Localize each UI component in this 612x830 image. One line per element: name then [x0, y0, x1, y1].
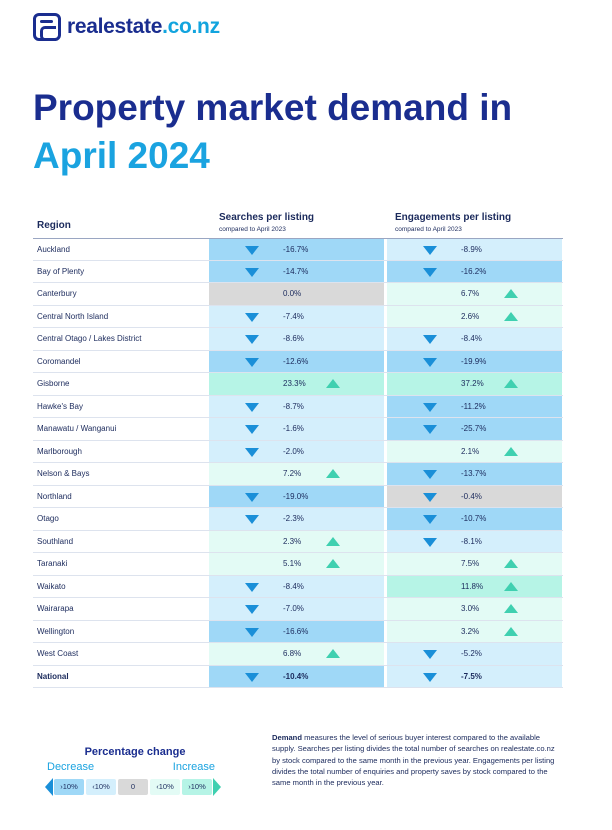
down-arrow-icon [245, 605, 259, 614]
engagements-value: -13.7% [461, 469, 487, 478]
down-arrow-icon [423, 425, 437, 434]
table-header [33, 208, 563, 238]
up-arrow-icon [504, 379, 518, 388]
table-row [33, 643, 563, 666]
table-row [33, 418, 563, 441]
searches-value: -2.0% [283, 446, 304, 456]
engagements-value: 3.0% [461, 604, 480, 613]
engagements-value: -19.9% [461, 356, 487, 366]
brand-wordmark [67, 15, 220, 39]
down-arrow-icon [245, 358, 259, 367]
down-arrow-icon [423, 268, 437, 277]
region-name: West Coast [37, 649, 79, 658]
engagements-value: -11.2% [461, 401, 486, 411]
engagements-value: -25.7% [461, 424, 487, 433]
table-body [33, 238, 563, 688]
searches-value: 6.8% [283, 649, 302, 658]
engagements-cell [387, 643, 562, 665]
up-arrow-icon [504, 559, 518, 568]
searches-cell [209, 508, 384, 530]
legend-left-arrow-icon [45, 778, 53, 796]
engagements-value: -5.2% [461, 649, 482, 658]
up-arrow-icon [504, 447, 518, 456]
region-name: Waikato [37, 581, 66, 591]
region-name: Bay of Plenty [37, 266, 85, 276]
region-name: Nelson & Bays [37, 469, 90, 478]
searches-value: 5.1% [283, 559, 302, 568]
searches-value: 7.2% [283, 469, 302, 478]
searches-cell [209, 351, 384, 373]
down-arrow-icon [423, 246, 437, 255]
legend-increase-label: Increase [172, 761, 215, 773]
legend-swatch: 0 [118, 779, 148, 795]
engagements-cell [387, 418, 562, 440]
table-row [33, 576, 563, 599]
engagements-value: 11.8% [461, 581, 484, 591]
searches-cell [209, 598, 384, 620]
page-title-line1: Property market demand in [33, 87, 513, 128]
searches-cell [209, 643, 384, 665]
table-row [33, 531, 563, 554]
up-arrow-icon [504, 312, 518, 321]
up-arrow-icon [504, 627, 518, 636]
legend-decrease-label: Decrease [47, 761, 95, 773]
engagements-cell [387, 576, 562, 598]
engagements-value: -7.5% [461, 671, 482, 681]
engagements-cell [387, 351, 562, 373]
engagements-cell [387, 441, 562, 463]
down-arrow-icon [245, 493, 259, 502]
note-term: Demand [272, 733, 302, 742]
engagements-cell [387, 598, 562, 620]
table-row [33, 553, 563, 576]
down-arrow-icon [245, 268, 259, 277]
engagements-cell [387, 486, 562, 508]
searches-value: -10.4% [283, 671, 309, 681]
table-row [33, 396, 563, 419]
down-arrow-icon [423, 673, 437, 682]
legend-swatch: ‹10% [86, 779, 116, 795]
column-subheader-engagements: compared to April 2023 [395, 226, 462, 233]
table-row [33, 306, 563, 329]
engagements-cell [387, 283, 562, 305]
searches-value: -2.3% [283, 514, 304, 523]
realestate-logo-icon [33, 13, 61, 41]
searches-value: 2.3% [283, 536, 302, 546]
page-title [33, 84, 512, 180]
searches-cell [209, 328, 384, 350]
region-name: Coromandel [37, 356, 81, 366]
region-name: Wellington [37, 626, 75, 636]
region-name: Marlborough [37, 446, 82, 456]
searches-value: -16.6% [283, 626, 309, 636]
column-header-engagements: Engagements per listing [395, 212, 512, 223]
legend-swatch: ›10% [54, 779, 84, 795]
legend-right-arrow-icon [213, 778, 221, 796]
table-row [33, 351, 563, 374]
engagements-cell [387, 666, 562, 688]
engagements-cell [387, 396, 562, 418]
engagements-value: -10.7% [461, 514, 487, 523]
column-header-searches: Searches per listing [219, 212, 315, 223]
engagements-value: 6.7% [461, 289, 480, 298]
searches-cell [209, 418, 384, 440]
searches-cell [209, 396, 384, 418]
searches-value: 23.3% [283, 379, 306, 388]
searches-value: -12.6% [283, 356, 309, 366]
column-subheader-searches: compared to April 2023 [219, 226, 286, 233]
table-row [33, 508, 563, 531]
table-row [33, 666, 563, 689]
region-name: Otago [37, 514, 59, 523]
engagements-cell [387, 553, 562, 575]
up-arrow-icon [326, 537, 340, 546]
down-arrow-icon [245, 673, 259, 682]
engagements-value: -8.4% [461, 334, 482, 343]
engagements-cell [387, 463, 562, 485]
searches-value: -14.7% [283, 266, 309, 276]
legend-swatch: ‹10% [150, 779, 180, 795]
engagements-cell [387, 261, 562, 283]
region-name: Southland [37, 536, 74, 546]
up-arrow-icon [504, 582, 518, 591]
searches-cell [209, 576, 384, 598]
searches-cell [209, 239, 384, 260]
up-arrow-icon [326, 559, 340, 568]
table-row [33, 463, 563, 486]
searches-value: -8.6% [283, 334, 304, 343]
engagements-cell [387, 239, 562, 260]
region-name: Gisborne [37, 379, 70, 388]
table-row [33, 486, 563, 509]
engagements-value: 2.1% [461, 446, 480, 456]
down-arrow-icon [423, 470, 437, 479]
table-row [33, 238, 563, 261]
legend-title: Percentage change [84, 746, 186, 758]
engagements-value: -8.9% [461, 245, 482, 254]
searches-value: -7.0% [283, 604, 304, 613]
engagements-cell [387, 508, 562, 530]
engagements-cell [387, 531, 562, 553]
engagements-value: 7.5% [461, 559, 480, 568]
table-row [33, 283, 563, 306]
searches-cell [209, 283, 384, 305]
region-name: Central North Island [37, 311, 109, 321]
searches-value: -8.4% [283, 581, 304, 591]
table-row [33, 328, 563, 351]
table-row [33, 598, 563, 621]
searches-cell [209, 373, 384, 395]
up-arrow-icon [326, 469, 340, 478]
searches-cell [209, 441, 384, 463]
region-name: National [37, 671, 69, 681]
engagements-cell [387, 328, 562, 350]
searches-value: -7.4% [283, 311, 304, 321]
legend-labels [45, 758, 225, 774]
down-arrow-icon [245, 246, 259, 255]
legend-scale [45, 778, 225, 796]
region-name: Wairarapa [37, 604, 74, 613]
brand-tld: .co.nz [162, 15, 220, 38]
region-name: Central Otago / Lakes District [37, 334, 142, 343]
legend-swatch: ›10% [182, 779, 212, 795]
searches-value: 0.0% [283, 289, 302, 298]
down-arrow-icon [423, 650, 437, 659]
searches-cell [209, 666, 384, 688]
down-arrow-icon [245, 628, 259, 637]
searches-cell [209, 486, 384, 508]
down-arrow-icon [423, 493, 437, 502]
searches-cell [209, 621, 384, 643]
down-arrow-icon [245, 313, 259, 322]
searches-value: -19.0% [283, 491, 309, 501]
searches-value: -1.6% [283, 424, 304, 433]
up-arrow-icon [326, 649, 340, 658]
searches-value: -8.7% [283, 401, 304, 411]
brand-name: realestate [67, 15, 163, 38]
region-name: Canterbury [37, 289, 77, 298]
table-row [33, 621, 563, 644]
down-arrow-icon [423, 335, 437, 344]
demand-definition-note [272, 732, 562, 788]
region-name: Northland [37, 491, 72, 501]
down-arrow-icon [245, 515, 259, 524]
engagements-value: 3.2% [461, 626, 480, 636]
searches-value: -16.7% [283, 245, 309, 254]
engagements-cell [387, 621, 562, 643]
up-arrow-icon [326, 379, 340, 388]
engagements-value: -0.4% [461, 491, 482, 501]
engagements-value: -16.2% [461, 266, 487, 276]
engagements-value: 37.2% [461, 379, 484, 388]
region-name: Auckland [37, 245, 70, 254]
down-arrow-icon [245, 335, 259, 344]
searches-cell [209, 553, 384, 575]
note-text: measures the level of serious buyer interest compared to the available supply. Searches per listing divides the total number of searches on realestate.co.nz by stock compared to the same month in the previous year. Engagements per listing divides the total number of enquiries and property saves by stock compared to the same month in the previous year. [272, 733, 555, 788]
searches-cell [209, 531, 384, 553]
engagements-value: 2.6% [461, 311, 480, 321]
brand-logo[interactable] [33, 12, 220, 42]
up-arrow-icon [504, 604, 518, 613]
page-title-line2: April 2024 [33, 135, 210, 176]
searches-cell [209, 463, 384, 485]
down-arrow-icon [245, 403, 259, 412]
down-arrow-icon [423, 358, 437, 367]
region-name: Hawke's Bay [37, 401, 83, 411]
up-arrow-icon [504, 289, 518, 298]
region-name: Taranaki [37, 559, 68, 568]
searches-cell [209, 261, 384, 283]
down-arrow-icon [423, 515, 437, 524]
region-name: Manawatu / Wanganui [37, 424, 117, 433]
down-arrow-icon [245, 448, 259, 457]
down-arrow-icon [245, 425, 259, 434]
engagements-value: -8.1% [461, 536, 482, 546]
table-row [33, 261, 563, 284]
searches-cell [209, 306, 384, 328]
table-row [33, 441, 563, 464]
down-arrow-icon [423, 403, 437, 412]
engagements-cell [387, 306, 562, 328]
demand-table [33, 208, 563, 688]
down-arrow-icon [423, 538, 437, 547]
table-row [33, 373, 563, 396]
legend [45, 746, 225, 796]
column-header-region: Region [37, 220, 71, 231]
down-arrow-icon [245, 583, 259, 592]
engagements-cell [387, 373, 562, 395]
